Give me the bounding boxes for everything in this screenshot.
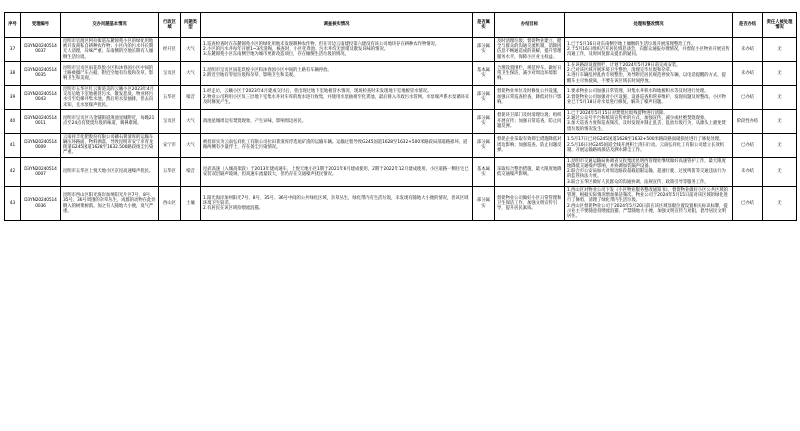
cell-goal xyxy=(495,61,565,85)
cell-text-line: D3YN202405140009 xyxy=(24,139,57,151)
cell-text-line: 1.已于2024年5月15日对焚烧垃圾残留物进行清除。 xyxy=(567,110,668,116)
cell-istrue xyxy=(473,38,495,62)
cell-text-line: D3YN202405140035 xyxy=(24,68,57,79)
column-header-resp: 责任人被处理情况 xyxy=(763,13,797,38)
cell-text-line: 无 xyxy=(777,200,782,206)
cell-done xyxy=(733,157,763,186)
cell-text-line: 2.物业公司利用小区负三层地下室集水井对车库的废水进行收集，并使用水泵抽排至化粪池，最后排入市政污水管网。水泵噪声系水泵循环未及时修复产生。 xyxy=(203,94,470,105)
table-body xyxy=(5,38,797,221)
cell-resp xyxy=(763,109,797,133)
cell-code xyxy=(21,85,61,109)
cell-text-line: 1.5月17日已对G245国道1628至1632+500米路段路面破损处进行了修复处理。 xyxy=(567,137,724,143)
cell-region xyxy=(159,133,181,157)
cell-text-line: 2.5月16日对G245国道全线开展积土清扫行动。云南弘祥化工有限公司建立长效机制，开展运输路线保洁及洒水降尘工作。 xyxy=(567,142,725,153)
cell-text-line: 1.阳光海岸加州阳光7号、8号、35号、36号中间的公共绿化区域，杂草丛生，绿化带内有生活垃圾，未发现有随地大小便的情况，但该区域环境卫生较差。 xyxy=(203,195,469,206)
cell-text-line: 昆明市五华区上悦天地小区京昆高速噪声扰民。 xyxy=(63,169,154,175)
cell-seq xyxy=(5,38,21,62)
cell-text-line: 2.小区的污水井每年开展1~3次清掏，核查时，小区化粪池、污水井均无淤堵及散发异味的情况。 xyxy=(203,46,389,52)
cell-seq xyxy=(5,186,21,220)
column-header-istrue: 是否属实 xyxy=(473,13,495,38)
cell-basic xyxy=(61,109,159,133)
cell-text-line: 呈贡区 xyxy=(163,70,176,76)
cell-text-line: 1.经走访，云曦小区于2023年4月建成交付后，曾出现过地下室地板冒水情况，现场检查时未发现地下室地板冒水情况。 xyxy=(203,89,432,95)
cell-istrue xyxy=(473,109,495,133)
cell-text-line: 无 xyxy=(777,46,782,52)
cell-type xyxy=(181,38,201,62)
cell-istrue xyxy=(473,85,495,109)
cell-text-line: 2.联合市公安局加大对周边路段超载超限运输、超速行驶、过度鸣笛等交通违法行为的监管执法力度。 xyxy=(567,169,726,180)
cell-resp xyxy=(763,38,797,62)
cell-basic xyxy=(61,186,159,220)
cell-handle xyxy=(565,85,733,109)
cell-region xyxy=(159,38,181,62)
cell-text-line: 2.西山区督促物业公司于2024年5月20日前在该区域显眼位置设置相关标识标牌，提示业主不要随意投喂流浪猫，严禁随地大小便，加强文明宣传与劝阻，倡导居民文明居住。 xyxy=(567,203,728,220)
cell-text-line: 2.督促物业公司加强对小区设施、设备巡查和管养维护，发现问题及时整改。小区物业已于5月18日对水泵进行修复，解决了噪声问题。 xyxy=(567,94,726,105)
cell-region xyxy=(159,186,181,220)
cell-goal xyxy=(495,157,565,186)
cell-handle xyxy=(565,61,733,85)
cell-done xyxy=(733,186,763,220)
cell-text-line: 37 xyxy=(9,46,16,52)
cell-text-line: 43 xyxy=(9,200,16,206)
cell-code xyxy=(21,157,61,186)
cell-invest xyxy=(201,186,473,220)
cell-text-line: 未办结 xyxy=(741,70,754,76)
cell-seq xyxy=(5,157,21,186)
cell-text-line: 西山区 xyxy=(163,200,176,206)
cell-text-line: 1.西山区对物业公司下发《小区物业服务整改通知书》，督促物业做好小区公共区域的管理，根据实际情况增加保洁频次。物业公司于2024年5月15日前对该区域的绿化进行了修剪，清理了绿化带内生活垃圾。 xyxy=(567,187,728,204)
table-row xyxy=(5,109,797,133)
cell-text-line: 3.联合五华区做好人民群众的沟通协调、法规宣传、政策引导等服务工作。 xyxy=(567,179,709,185)
cell-text-line: 大气 xyxy=(186,46,195,52)
table-row xyxy=(5,38,797,62)
cell-text-line: 1.在该路段设置围栏，计划于2024年5月29日前完成安装。 xyxy=(567,62,681,68)
cell-region xyxy=(159,85,181,109)
cell-handle xyxy=(565,157,733,186)
column-header-invest: 调查核实情况 xyxy=(201,13,473,38)
cell-text-line: 阶段性办结 xyxy=(736,118,759,124)
cell-seq xyxy=(5,61,21,85)
cell-text-line: 基本属实 xyxy=(477,68,490,79)
cell-text-line: 呈贡区 xyxy=(163,118,176,124)
column-header-region: 行政区域 xyxy=(159,13,181,38)
cell-text-line: 3.加大巡查力度和巡查频次，及时发现并制止乱丢、乱放垃圾行为，从源头上避免焚烧垃圾的情况发生。 xyxy=(567,121,726,132)
cell-text-line: 无 xyxy=(777,142,782,148)
cell-text-line: 噪音 xyxy=(186,169,195,175)
cell-type xyxy=(181,157,201,186)
cell-istrue xyxy=(473,186,495,220)
cell-text-line: 大气 xyxy=(186,142,195,148)
cell-text-line: 昆明市西山区阳光海岸加州阳光片区7号、8号、35号、36号周围的杂草丛生，成群的动物在此处倒入的树菜树荫。加之有人随地大小便，臭气严重。 xyxy=(63,193,156,214)
cell-text-line: 2.附近空地有零星垃圾和杂草，影响卫生和美观。 xyxy=(203,73,298,79)
cell-text-line: 噪音 xyxy=(186,94,195,100)
column-header-code: 受理编号 xyxy=(21,13,61,38)
cell-handle xyxy=(565,186,733,220)
cell-text-line: 39 xyxy=(9,94,16,100)
cell-seq xyxy=(5,133,21,157)
cell-basic xyxy=(61,85,159,109)
cell-text-line: D3YN202405140011 xyxy=(24,116,57,127)
cell-text-line: D3YN202405140036 xyxy=(24,198,57,209)
column-header-goal: 办结目标 xyxy=(495,13,565,38)
cell-basic xyxy=(61,133,159,157)
cell-text-line: 部分属实 xyxy=(477,116,490,127)
cell-text-line: 滇池星城周边有焚烧现象，产生异味，影响周边居民。 xyxy=(203,118,307,124)
cell-done xyxy=(733,38,763,62)
cell-seq xyxy=(5,85,21,109)
cell-invest xyxy=(201,109,473,133)
cell-resp xyxy=(763,133,797,157)
cell-text-line: 昆明市呈贡区马金铺街道滇池星城附近，每晚21点至24点有焚烧垃圾的味道，刺鼻难闻。 xyxy=(63,116,155,127)
column-header-done: 是否办结 xyxy=(733,13,763,38)
cell-goal xyxy=(495,109,565,133)
cell-text-line: 昆明市呈贡区雨花玖悦小区和沐春园小区中间的土路被僵尸车占据，附近空地有垃圾和杂草，影响卫生和美观。 xyxy=(63,65,154,82)
cell-type xyxy=(181,186,201,220)
cell-text-line: 安宁市 xyxy=(163,142,176,148)
cell-text-line: 已办结 xyxy=(741,94,754,100)
cell-text-line: 五华区 xyxy=(163,169,176,175)
cell-text-line: 督促物业公司做好小区日常管理和卫生保洁工作，加强文明宣传引导，提升居民素质。 xyxy=(497,195,562,212)
cell-type xyxy=(181,61,201,85)
cell-text-line: 2.已对该区域开展环境卫生整治，清理完毕垃圾和杂草。 xyxy=(567,68,675,74)
cell-text-line: 昆武高速（入城高架段）于2013年建成通车，上悦天地小区1期于2021年6月建成使用，2期于2022年12月建成使用。小区道路一侧住宅已安装双层隔声玻璃，但高速车流量较大，但仍存在交通噪声扰民情况。 xyxy=(203,166,469,177)
column-header-handle: 处理和整改情况 xyxy=(565,13,733,38)
cell-goal xyxy=(495,38,565,62)
cell-text-line: 42 xyxy=(9,169,16,175)
cell-istrue xyxy=(473,61,495,85)
complaint-handling-table xyxy=(4,12,797,221)
cell-text-line: D3YN202405140007 xyxy=(24,166,57,177)
cell-resp xyxy=(763,85,797,109)
cell-basic xyxy=(61,38,159,62)
cell-text-line: 1.已于5月16日对东南侧空地上倾倒的生活垃圾开展清理整治工作。 xyxy=(567,41,696,47)
cell-handle xyxy=(565,38,733,62)
cell-invest xyxy=(201,85,473,109)
cell-resp xyxy=(763,61,797,85)
cell-code xyxy=(21,186,61,220)
column-header-basic: 交办问题基本情况 xyxy=(61,13,159,38)
table-row xyxy=(5,186,797,220)
cell-goal xyxy=(495,186,565,220)
cell-istrue xyxy=(473,133,495,157)
cell-text-line: 40 xyxy=(9,118,16,124)
cell-handle xyxy=(565,109,733,133)
cell-text-line: 2.于5月16日组织召开居民情恳谈会，向群众通报办理情况，并督促小区物业开展宣传沟通工作，及时回复群众提出的疑问。 xyxy=(567,46,730,58)
cell-text-line: 督促环卫部门及时清理垃圾；组织开展宣传；加强日常巡查，防止问题反弹。 xyxy=(497,113,562,129)
cell-text-line: 2.通过公众号平台和纸质宣传单的方式，加强宣传，减少或杜绝焚烧现象。 xyxy=(567,116,709,122)
cell-handle xyxy=(565,133,733,157)
cell-region xyxy=(159,157,181,186)
cell-text-line: 被投诉实为云南弘祥化工有限公司拉田菁渣库浮选尾矿渣的运输车辆。运输过程导致G245国道1628至1632+500米路段局部道路损坏。道路两侧有少量浮土，存在扬尘污染情况。 xyxy=(203,139,468,151)
table-header xyxy=(5,13,797,38)
table-row xyxy=(5,85,797,109)
cell-basic xyxy=(61,61,159,85)
cell-text-line: 云南祥丰化肥股份有限公司磷石膏渣库的运输车辆压坏路面，物料洒落，导致昆明市安宁市青龙街道G245国道1628至1632.500路段扬尘污染严重。 xyxy=(63,134,154,156)
table-header-row xyxy=(5,13,797,38)
cell-text-line: 督促物业单位及时修复公共设施，加强日常巡查检查，降低对住户影响。 xyxy=(497,89,562,105)
cell-text-line: 3.进行车辆乱停乱放专项整治，劝导附近居民规范停放车辆，以电话提醒的方式，提醒车主尽快驶离，不要在该区域长时间停放。 xyxy=(567,73,726,84)
cell-text-line: 无 xyxy=(777,118,782,124)
cell-goal xyxy=(495,85,565,109)
cell-text-line: 41 xyxy=(9,142,16,148)
cell-text-line: 大气 xyxy=(186,70,195,76)
cell-text-line: 经开区 xyxy=(163,46,176,52)
cell-type xyxy=(181,85,201,109)
cell-text-line: 合理设置围栏，规范停车。做好日常卫生保洁，减少对周边环境影响。 xyxy=(497,65,562,82)
cell-text-line: 部分属实 xyxy=(477,92,490,103)
cell-text-line: 38 xyxy=(9,70,16,76)
cell-text-line: 2.有居民在该区域捡喂流浪猫。 xyxy=(203,206,263,212)
cell-text-line: 无 xyxy=(777,169,782,175)
cell-text-line: 五华区 xyxy=(163,94,176,100)
cell-text-line: 及时清理垃圾；督促物业建立、健全与群众的沟通交流机制，消除因信息不畅通造成的误解，提升管理服务水平，保障小区业主权益。 xyxy=(497,39,562,60)
cell-goal xyxy=(495,133,565,157)
cell-code xyxy=(21,61,61,85)
cell-type xyxy=(181,109,201,133)
cell-text-line: 已办结 xyxy=(741,200,754,206)
cell-invest xyxy=(201,38,473,62)
table-row xyxy=(5,157,797,186)
column-header-type: 问题类型 xyxy=(181,13,201,38)
cell-text-line: 未办结 xyxy=(741,169,754,175)
cell-text-line: 部分属实 xyxy=(477,198,490,209)
cell-text-line: 昆明市官渡区阿拉街道东麓锦苑小区的绿化用地被开发商私自耕种农作物；小区内的污水井长期无人清理，异味严重；东南侧的空地长期有人倾倒生活垃圾。 xyxy=(63,39,154,60)
cell-text-line: D3YN202405140037 xyxy=(24,44,57,55)
cell-text-line: 1.昆明市呈贡区雨花玖悦小区和沐春园小区中间的土路有车辆停放。 xyxy=(203,68,332,74)
cell-text-line: 无 xyxy=(777,94,782,100)
cell-code xyxy=(21,38,61,62)
cell-text-line: 土壤 xyxy=(186,200,195,206)
column-header-seq: 序号 xyxy=(5,13,21,38)
cell-resp xyxy=(763,186,797,220)
cell-basic xyxy=(61,157,159,186)
cell-text-line: 1.昆明市交通运输局协调省交投集团昆明西管理处继续做好高速管护工作，最大限度地降低交通噪声影响，并协调加装隔声设备。 xyxy=(567,158,726,169)
cell-done xyxy=(733,109,763,133)
cell-resp xyxy=(763,157,797,186)
cell-done xyxy=(733,61,763,85)
cell-type xyxy=(181,133,201,157)
cell-text-line: 1.巡查检查时在东麓锦苑小区的绿化用地未发现耕种农作物，但在旁边云南建投第六建没有该公司地块存在耕种农作物情况。 xyxy=(203,41,440,47)
cell-done xyxy=(733,85,763,109)
cell-region xyxy=(159,109,181,133)
cell-text-line: 基本属实 xyxy=(477,166,490,177)
cell-text-line: 部分属实 xyxy=(477,44,490,55)
cell-istrue xyxy=(473,157,495,186)
cell-invest xyxy=(201,157,473,186)
cell-text-line: 督促企业采取有效抑尘措施降低对周边影响；加强巡查，防止问题反弹。 xyxy=(497,137,562,153)
cell-invest xyxy=(201,133,473,157)
cell-seq xyxy=(5,109,21,133)
table-row xyxy=(5,133,797,157)
cell-region xyxy=(159,61,181,85)
cell-text-line: 大气 xyxy=(186,118,195,124)
cell-text-line: 采取综合整治措施，最大限度地降低交通噪声影响。 xyxy=(497,166,562,177)
cell-text-line: 无 xyxy=(777,70,782,76)
cell-text-line: D3YN202405140043 xyxy=(24,92,57,103)
cell-text-line: 已办结 xyxy=(741,142,754,148)
cell-text-line: 未办结 xyxy=(741,46,754,52)
cell-done xyxy=(733,133,763,157)
cell-text-line: 1.要求物业公司加强日常管理，对集水井积水和地板积水等及时进行处理。 xyxy=(567,89,709,95)
table-row xyxy=(5,61,797,85)
cell-invest xyxy=(201,61,473,85)
cell-text-line: 昆明市五华区红云街道美的云曦小区2023年4月交房后地下室地板冒污水，散发恶臭，物业将污水引至电梯井集水池，然后用水泵抽排，但去向未知，且水泵噪声扰民。 xyxy=(63,86,155,108)
cell-code xyxy=(21,133,61,157)
cell-text-line: 部分属实 xyxy=(477,139,490,151)
cell-text-line: 3.东麓锦苑小区东南侧空地为城市更新改造项目，存在倾倒生活垃圾的情况。 xyxy=(203,52,349,58)
cell-code xyxy=(21,109,61,133)
